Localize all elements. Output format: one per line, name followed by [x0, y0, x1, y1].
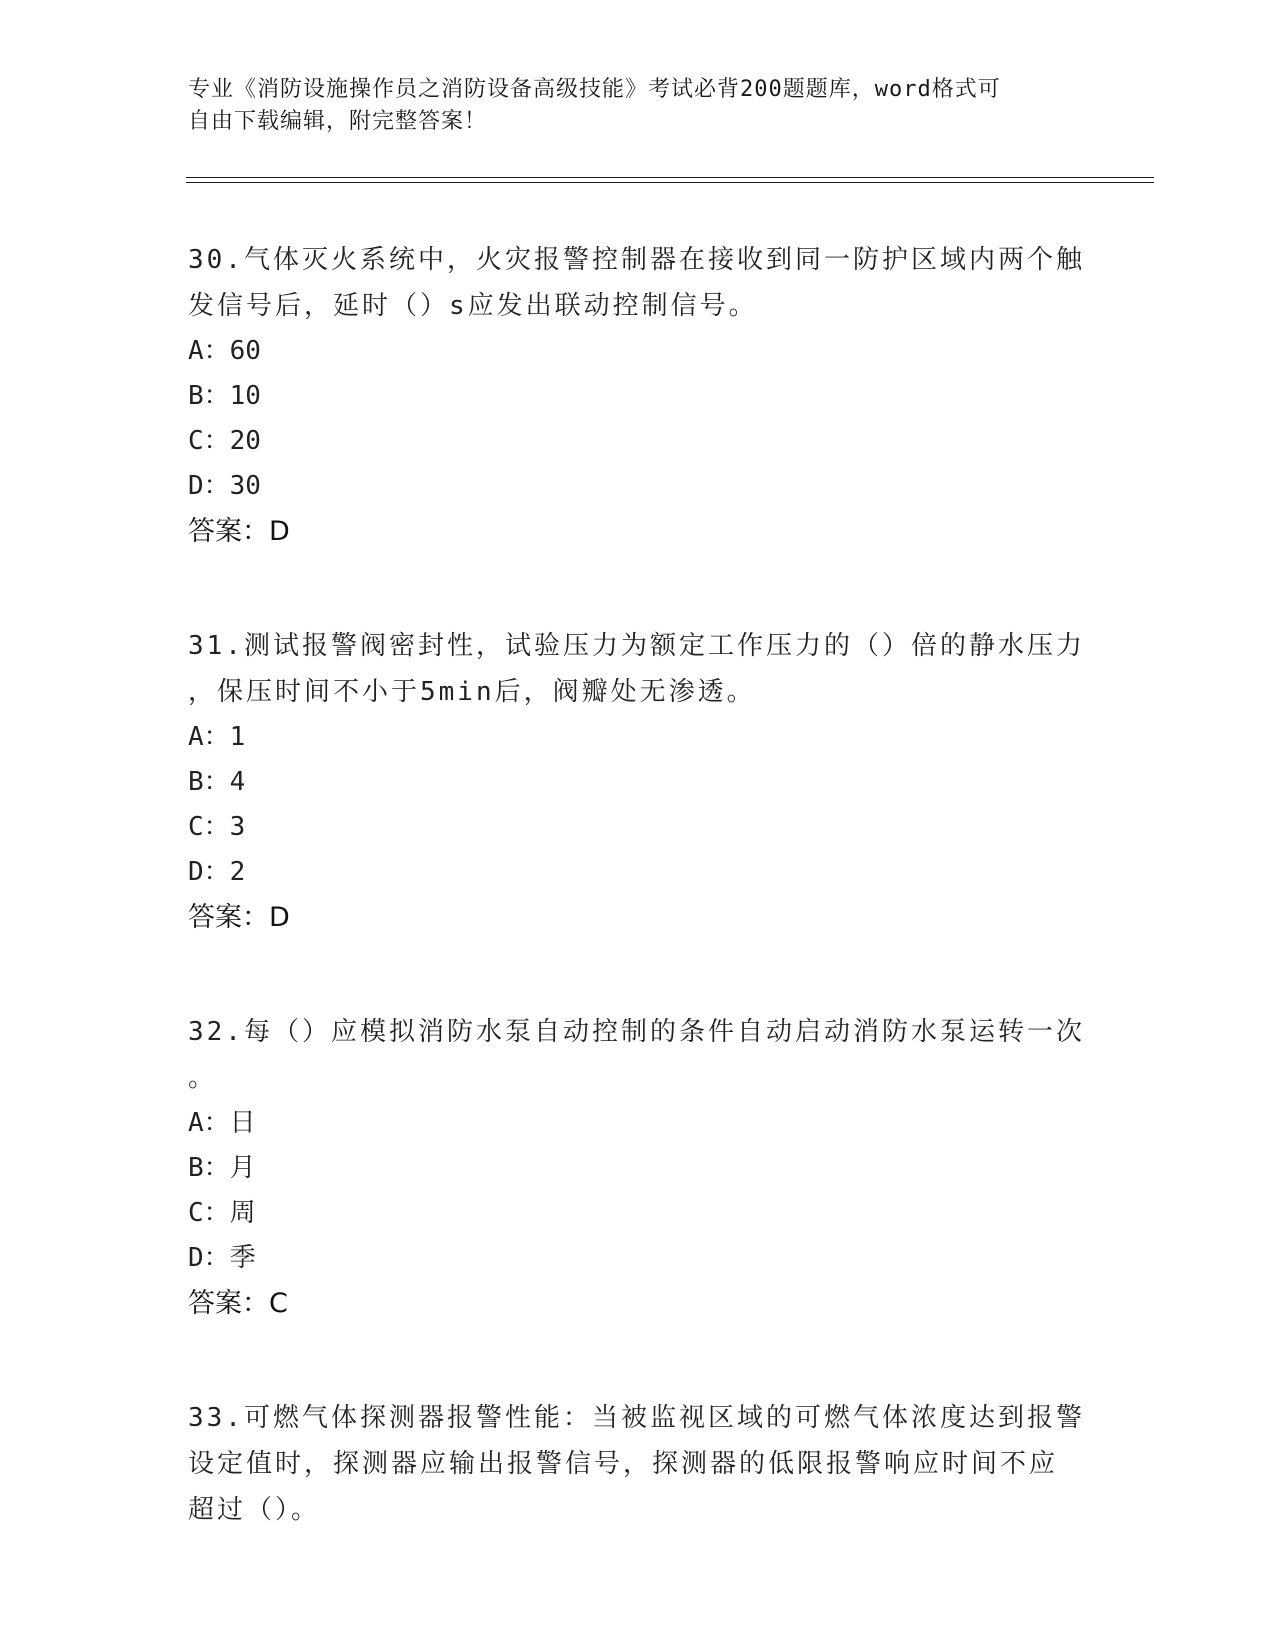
option-b: B：月: [188, 1153, 256, 1183]
answer: 答案：C: [188, 1288, 288, 1319]
question-stem: 。: [188, 1063, 218, 1093]
question-33: [188, 1395, 1088, 1533]
header-line-1: 专业《消防设施操作员之消防设备高级技能》考试必背200题题库，word格式可: [188, 77, 1001, 102]
option-d: D：30: [188, 471, 261, 501]
question-31: [188, 623, 1088, 941]
question-32: [188, 1009, 1088, 1327]
answer: 答案：D: [188, 516, 290, 547]
option-a: A：日: [188, 1108, 256, 1138]
question-stem: 设定值时，探测器应输出报警信号，探测器的低限报警响应时间不应: [188, 1449, 1059, 1479]
option-c: C：20: [188, 426, 261, 456]
header-divider-top: [186, 177, 1154, 178]
document-header: [188, 74, 1068, 138]
option-a: A：1: [188, 722, 246, 752]
question-stem: 发信号后，延时（）s应发出联动控制信号。: [188, 291, 758, 321]
answer: 答案：D: [188, 902, 290, 933]
option-a: A：60: [188, 336, 261, 366]
question-stem: 33.可燃气体探测器报警性能：当被监视区域的可燃气体浓度达到报警: [188, 1403, 1085, 1433]
question-stem: 31.测试报警阀密封性，试验压力为额定工作压力的（）倍的静水压力: [188, 631, 1085, 661]
question-stem: ，保压时间不小于5min后，阀瓣处无渗透。: [188, 677, 756, 707]
question-stem: 32.每（）应模拟消防水泵自动控制的条件自动启动消防水泵运转一次: [188, 1017, 1085, 1047]
option-c: C：周: [188, 1198, 256, 1228]
question-30: [188, 237, 1088, 555]
option-c: C：3: [188, 812, 246, 842]
question-stem: 30.气体灭火系统中，火灾报警控制器在接收到同一防护区域内两个触: [188, 245, 1085, 275]
header-line-2: 自由下载编辑，附完整答案！: [188, 109, 488, 134]
question-stem: 超过（）。: [188, 1495, 321, 1525]
header-divider-bottom: [186, 182, 1154, 183]
option-d: D：季: [188, 1243, 256, 1273]
option-d: D：2: [188, 857, 246, 887]
option-b: B：4: [188, 767, 246, 797]
option-b: B：10: [188, 381, 261, 411]
question-list: [188, 237, 1088, 1601]
